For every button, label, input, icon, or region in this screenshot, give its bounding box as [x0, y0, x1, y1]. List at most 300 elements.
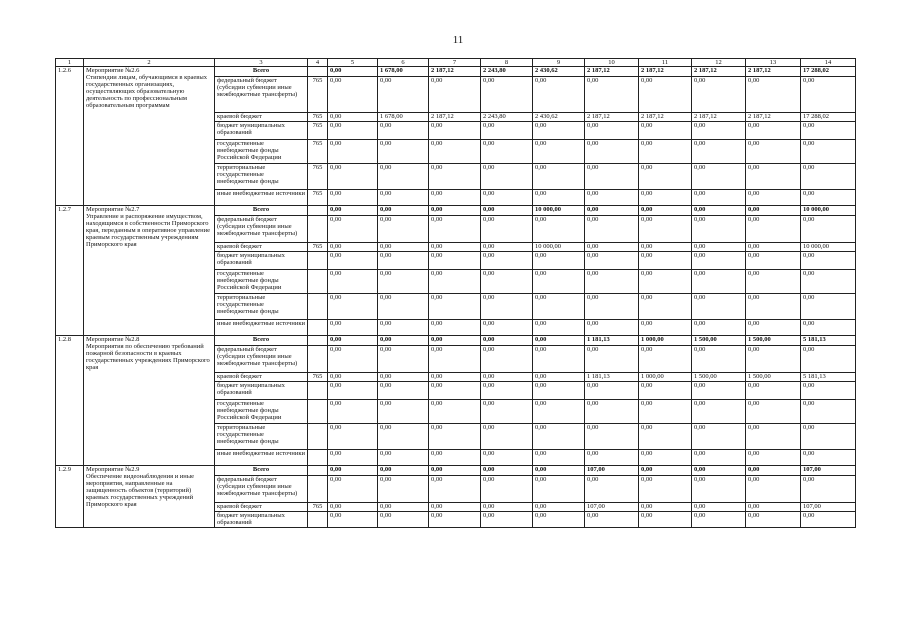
value-cell: 0,00 [639, 424, 692, 450]
value-cell: 0,00 [481, 122, 533, 140]
funding-source-label: бюджет муниципальных образований [215, 252, 308, 270]
funding-source-label: иные внебюджетные источники [215, 190, 308, 206]
value-cell: 0,00 [378, 294, 429, 320]
section-title: Мероприятие №2.9 [86, 466, 140, 473]
value-cell: 0,00 [378, 400, 429, 424]
value-cell: 0,00 [692, 424, 746, 450]
value-cell: 0,00 [328, 113, 378, 122]
total-value-cell: 17 288,02 [801, 67, 856, 77]
value-cell: 0,00 [378, 346, 429, 373]
code-cell: 765 [308, 122, 328, 140]
page-number: 11 [452, 34, 464, 46]
code-cell [308, 252, 328, 270]
code-cell [308, 294, 328, 320]
value-cell: 0,00 [585, 164, 639, 190]
total-value-cell: 5 181,13 [801, 336, 856, 346]
value-cell: 0,00 [378, 320, 429, 336]
value-cell: 0,00 [429, 243, 481, 252]
code-cell: 765 [308, 113, 328, 122]
value-cell: 0,00 [692, 140, 746, 164]
value-cell: 0,00 [328, 450, 378, 466]
value-cell: 0,00 [328, 476, 378, 503]
value-cell: 0,00 [746, 243, 801, 252]
value-cell: 0,00 [585, 382, 639, 400]
section-id: 1.2.6 [56, 67, 84, 206]
value-cell: 0,00 [746, 294, 801, 320]
value-cell: 1 181,13 [585, 373, 639, 382]
total-value-cell: 2 187,12 [585, 67, 639, 77]
value-cell: 0,00 [585, 294, 639, 320]
value-cell: 0,00 [801, 424, 856, 450]
value-cell: 0,00 [533, 512, 585, 528]
total-value-cell: 2 187,12 [429, 67, 481, 77]
value-cell: 0,00 [692, 243, 746, 252]
header-cell: 8 [481, 59, 533, 67]
value-cell: 0,00 [585, 252, 639, 270]
value-cell: 0,00 [585, 400, 639, 424]
value-cell: 0,00 [746, 424, 801, 450]
value-cell: 0,00 [746, 140, 801, 164]
value-cell: 0,00 [481, 243, 533, 252]
value-cell: 0,00 [801, 216, 856, 243]
value-cell: 0,00 [429, 77, 481, 113]
funding-source-label: государственные внебюджетные фонды Российской Федерации [215, 400, 308, 424]
value-cell: 0,00 [481, 190, 533, 206]
value-cell: 0,00 [801, 190, 856, 206]
section-title: Мероприятие №2.6 [86, 67, 140, 74]
value-cell: 0,00 [378, 216, 429, 243]
value-cell: 0,00 [533, 346, 585, 373]
value-cell: 1 000,00 [639, 373, 692, 382]
total-value-cell: 0,00 [639, 466, 692, 476]
value-cell: 0,00 [378, 450, 429, 466]
section-description: Мероприятия по обеспечению требований пожарной безопасности в краевых государственных учреждениях Приморского края [86, 343, 210, 371]
value-cell: 0,00 [746, 346, 801, 373]
value-cell: 0,00 [378, 190, 429, 206]
value-cell: 0,00 [533, 320, 585, 336]
value-cell: 0,00 [429, 373, 481, 382]
value-cell: 0,00 [378, 122, 429, 140]
header-cell: 13 [746, 59, 801, 67]
value-cell: 0,00 [378, 476, 429, 503]
section-description-cell [84, 466, 215, 528]
value-cell: 0,00 [429, 450, 481, 466]
value-cell: 0,00 [801, 450, 856, 466]
value-cell: 0,00 [692, 320, 746, 336]
value-cell: 0,00 [481, 164, 533, 190]
value-cell: 0,00 [585, 476, 639, 503]
value-cell: 0,00 [481, 503, 533, 512]
value-cell: 0,00 [801, 140, 856, 164]
value-cell: 0,00 [746, 122, 801, 140]
total-value-cell: 0,00 [692, 466, 746, 476]
value-cell: 0,00 [746, 190, 801, 206]
funding-source-label: территориальные государственные внебюджетные фонды [215, 294, 308, 320]
code-cell [308, 346, 328, 373]
total-label: Всего [215, 466, 308, 476]
value-cell: 0,00 [746, 400, 801, 424]
value-cell: 2 243,80 [481, 113, 533, 122]
value-cell: 0,00 [378, 164, 429, 190]
total-value-cell: 10 000,00 [801, 206, 856, 216]
value-cell: 0,00 [429, 294, 481, 320]
value-cell: 0,00 [639, 294, 692, 320]
value-cell: 0,00 [429, 424, 481, 450]
value-cell: 0,00 [533, 77, 585, 113]
value-cell: 0,00 [481, 77, 533, 113]
value-cell: 0,00 [746, 252, 801, 270]
value-cell: 0,00 [746, 450, 801, 466]
value-cell: 0,00 [692, 450, 746, 466]
total-value-cell: 107,00 [801, 466, 856, 476]
value-cell: 0,00 [378, 373, 429, 382]
value-cell: 0,00 [692, 512, 746, 528]
header-cell: 12 [692, 59, 746, 67]
value-cell: 0,00 [533, 424, 585, 450]
value-cell: 2 187,12 [746, 113, 801, 122]
value-cell: 0,00 [692, 77, 746, 113]
value-cell: 0,00 [639, 122, 692, 140]
value-cell: 0,00 [639, 164, 692, 190]
total-value-cell: 0,00 [378, 336, 429, 346]
total-value-cell: 0,00 [429, 336, 481, 346]
value-cell: 1 500,00 [746, 373, 801, 382]
value-cell: 0,00 [378, 243, 429, 252]
value-cell: 0,00 [429, 140, 481, 164]
header-cell: 9 [533, 59, 585, 67]
code-cell [308, 476, 328, 503]
value-cell: 0,00 [801, 122, 856, 140]
value-cell: 0,00 [746, 77, 801, 113]
value-cell: 0,00 [481, 512, 533, 528]
total-value-cell: 0,00 [746, 206, 801, 216]
total-value-cell: 0,00 [746, 466, 801, 476]
total-label: Всего [215, 67, 308, 77]
value-cell: 5 181,13 [801, 373, 856, 382]
code-cell [308, 424, 328, 450]
value-cell: 0,00 [801, 294, 856, 320]
value-cell: 0,00 [692, 122, 746, 140]
value-cell: 0,00 [585, 450, 639, 466]
value-cell: 2 430,62 [533, 113, 585, 122]
value-cell: 0,00 [328, 122, 378, 140]
value-cell: 0,00 [692, 190, 746, 206]
code-cell: 765 [308, 77, 328, 113]
value-cell: 0,00 [481, 270, 533, 294]
value-cell: 0,00 [639, 450, 692, 466]
funding-source-label: иные внебюджетные источники [215, 450, 308, 466]
value-cell: 0,00 [328, 243, 378, 252]
code-cell: 765 [308, 140, 328, 164]
value-cell: 0,00 [328, 320, 378, 336]
value-cell: 0,00 [481, 400, 533, 424]
value-cell: 0,00 [692, 476, 746, 503]
value-cell: 0,00 [746, 476, 801, 503]
value-cell: 0,00 [328, 164, 378, 190]
section-total-row [56, 67, 856, 77]
code-cell [308, 466, 328, 476]
value-cell: 0,00 [328, 294, 378, 320]
value-cell: 0,00 [639, 243, 692, 252]
value-cell: 0,00 [801, 270, 856, 294]
value-cell: 0,00 [481, 252, 533, 270]
value-cell: 0,00 [429, 190, 481, 206]
value-cell: 0,00 [378, 512, 429, 528]
total-value-cell: 2 243,80 [481, 67, 533, 77]
value-cell: 0,00 [481, 424, 533, 450]
value-cell: 0,00 [481, 373, 533, 382]
value-cell: 107,00 [585, 503, 639, 512]
total-value-cell: 0,00 [533, 466, 585, 476]
value-cell: 0,00 [585, 346, 639, 373]
section-description-cell [84, 206, 215, 336]
total-value-cell: 2 430,62 [533, 67, 585, 77]
value-cell: 0,00 [533, 190, 585, 206]
value-cell: 0,00 [801, 382, 856, 400]
value-cell: 0,00 [585, 320, 639, 336]
value-cell: 0,00 [692, 164, 746, 190]
value-cell: 2 187,12 [585, 113, 639, 122]
value-cell: 0,00 [692, 503, 746, 512]
value-cell: 0,00 [746, 382, 801, 400]
header-row [56, 59, 856, 67]
code-cell [308, 400, 328, 424]
value-cell: 0,00 [801, 400, 856, 424]
value-cell: 0,00 [585, 512, 639, 528]
value-cell: 0,00 [801, 164, 856, 190]
value-cell: 0,00 [639, 190, 692, 206]
value-cell: 17 288,02 [801, 113, 856, 122]
value-cell: 0,00 [533, 476, 585, 503]
value-cell: 0,00 [429, 252, 481, 270]
total-value-cell: 0,00 [481, 466, 533, 476]
value-cell: 0,00 [585, 243, 639, 252]
total-value-cell: 0,00 [481, 336, 533, 346]
section-description: Стипендии лицам, обучающимся в краевых государственных организациях, осуществляющих образовательную деятельность по профессиональным образовательным программам [86, 74, 207, 109]
code-cell: 765 [308, 164, 328, 190]
value-cell: 0,00 [481, 140, 533, 164]
value-cell: 0,00 [533, 400, 585, 424]
value-cell: 0,00 [585, 122, 639, 140]
funding-source-label: краевой бюджет [215, 373, 308, 382]
value-cell: 0,00 [692, 270, 746, 294]
value-cell: 0,00 [378, 503, 429, 512]
code-cell [308, 512, 328, 528]
value-cell: 0,00 [746, 270, 801, 294]
code-cell [308, 450, 328, 466]
value-cell: 0,00 [692, 400, 746, 424]
total-label: Всего [215, 336, 308, 346]
code-cell [308, 270, 328, 294]
total-value-cell: 0,00 [429, 466, 481, 476]
value-cell: 0,00 [533, 373, 585, 382]
header-cell: 3 [215, 59, 308, 67]
value-cell: 0,00 [692, 216, 746, 243]
value-cell: 0,00 [639, 270, 692, 294]
total-value-cell: 0,00 [429, 206, 481, 216]
total-value-cell: 0,00 [328, 336, 378, 346]
value-cell: 0,00 [692, 252, 746, 270]
total-value-cell: 0,00 [692, 206, 746, 216]
value-cell: 0,00 [585, 270, 639, 294]
funding-source-label: территориальные государственные внебюджетные фонды [215, 164, 308, 190]
total-value-cell: 0,00 [378, 206, 429, 216]
value-cell: 0,00 [429, 320, 481, 336]
value-cell: 0,00 [533, 294, 585, 320]
code-cell: 765 [308, 190, 328, 206]
code-cell [308, 382, 328, 400]
value-cell: 0,00 [746, 512, 801, 528]
value-cell: 0,00 [481, 476, 533, 503]
value-cell: 0,00 [533, 382, 585, 400]
section-total-row [56, 336, 856, 346]
total-value-cell: 1 500,00 [746, 336, 801, 346]
value-cell: 0,00 [533, 270, 585, 294]
total-value-cell: 0,00 [639, 206, 692, 216]
value-cell: 0,00 [328, 252, 378, 270]
value-cell: 1 500,00 [692, 373, 746, 382]
value-cell: 1 678,00 [378, 113, 429, 122]
value-cell: 0,00 [746, 216, 801, 243]
total-value-cell: 0,00 [585, 206, 639, 216]
value-cell: 0,00 [639, 252, 692, 270]
value-cell: 10 000,00 [801, 243, 856, 252]
value-cell: 0,00 [328, 373, 378, 382]
header-cell: 14 [801, 59, 856, 67]
section-description: Обеспечение видеонаблюдения и иные мероприятия, направленные на защищенность объектов (территорий) краевых государственных учреждений Приморского края [86, 473, 195, 508]
total-value-cell: 1 678,00 [378, 67, 429, 77]
value-cell: 0,00 [429, 346, 481, 373]
funding-source-label: краевой бюджет [215, 243, 308, 252]
value-cell: 0,00 [746, 164, 801, 190]
header-cell: 4 [308, 59, 328, 67]
value-cell: 0,00 [429, 216, 481, 243]
value-cell: 0,00 [692, 294, 746, 320]
value-cell: 0,00 [533, 216, 585, 243]
value-cell: 0,00 [429, 270, 481, 294]
funding-source-label: государственные внебюджетные фонды Российской Федерации [215, 140, 308, 164]
value-cell: 10 000,00 [533, 243, 585, 252]
header-cell: 2 [84, 59, 215, 67]
value-cell: 0,00 [639, 140, 692, 164]
value-cell: 0,00 [801, 346, 856, 373]
header-cell: 6 [378, 59, 429, 67]
code-cell [308, 336, 328, 346]
value-cell: 0,00 [481, 382, 533, 400]
value-cell: 0,00 [533, 164, 585, 190]
value-cell: 0,00 [328, 400, 378, 424]
value-cell: 0,00 [481, 346, 533, 373]
value-cell: 0,00 [639, 476, 692, 503]
section-total-row [56, 206, 856, 216]
code-cell: 765 [308, 373, 328, 382]
value-cell: 0,00 [378, 252, 429, 270]
value-cell: 0,00 [328, 512, 378, 528]
total-value-cell: 0,00 [328, 67, 378, 77]
value-cell: 0,00 [378, 140, 429, 164]
header-cell: 11 [639, 59, 692, 67]
value-cell: 0,00 [639, 382, 692, 400]
total-value-cell: 2 187,12 [692, 67, 746, 77]
value-cell: 0,00 [378, 382, 429, 400]
funding-source-label: бюджет муниципальных образований [215, 382, 308, 400]
value-cell: 0,00 [328, 77, 378, 113]
value-cell: 0,00 [585, 424, 639, 450]
value-cell: 0,00 [801, 476, 856, 503]
value-cell: 0,00 [639, 320, 692, 336]
value-cell: 0,00 [429, 512, 481, 528]
total-value-cell: 1 181,13 [585, 336, 639, 346]
total-label: Всего [215, 206, 308, 216]
total-value-cell: 2 187,12 [639, 67, 692, 77]
section-id: 1.2.9 [56, 466, 84, 528]
value-cell: 0,00 [481, 294, 533, 320]
value-cell: 0,00 [481, 320, 533, 336]
value-cell: 0,00 [328, 382, 378, 400]
value-cell: 0,00 [378, 77, 429, 113]
total-value-cell: 0,00 [481, 206, 533, 216]
header-cell: 10 [585, 59, 639, 67]
value-cell: 0,00 [533, 503, 585, 512]
value-cell: 0,00 [801, 77, 856, 113]
value-cell: 0,00 [328, 140, 378, 164]
value-cell: 0,00 [533, 140, 585, 164]
value-cell: 0,00 [533, 122, 585, 140]
funding-source-label: федеральный бюджет (субсидии субвенции иные межбюджетные трансферты) [215, 77, 308, 113]
value-cell: 0,00 [692, 382, 746, 400]
value-cell: 0,00 [328, 270, 378, 294]
value-cell: 0,00 [746, 503, 801, 512]
value-cell: 0,00 [429, 164, 481, 190]
value-cell: 0,00 [746, 320, 801, 336]
funding-source-label: краевой бюджет [215, 113, 308, 122]
value-cell: 0,00 [585, 140, 639, 164]
total-value-cell: 0,00 [328, 206, 378, 216]
funding-source-label: краевой бюджет [215, 503, 308, 512]
total-value-cell: 1 000,00 [639, 336, 692, 346]
value-cell: 0,00 [585, 77, 639, 113]
value-cell: 0,00 [429, 122, 481, 140]
value-cell: 0,00 [328, 503, 378, 512]
value-cell: 2 187,12 [692, 113, 746, 122]
value-cell: 0,00 [378, 424, 429, 450]
funding-source-label: государственные внебюджетные фонды Российской Федерации [215, 270, 308, 294]
value-cell: 0,00 [639, 77, 692, 113]
value-cell: 0,00 [692, 346, 746, 373]
funding-source-label: иные внебюджетные источники [215, 320, 308, 336]
section-description-cell [84, 67, 215, 206]
code-cell [308, 216, 328, 243]
header-cell: 5 [328, 59, 378, 67]
value-cell: 0,00 [429, 382, 481, 400]
code-cell: 765 [308, 503, 328, 512]
total-value-cell: 0,00 [378, 466, 429, 476]
value-cell: 0,00 [585, 216, 639, 243]
value-cell: 0,00 [328, 346, 378, 373]
code-cell [308, 320, 328, 336]
total-value-cell: 10 000,00 [533, 206, 585, 216]
value-cell: 0,00 [639, 503, 692, 512]
value-cell: 0,00 [533, 450, 585, 466]
total-value-cell: 107,00 [585, 466, 639, 476]
value-cell: 0,00 [481, 450, 533, 466]
value-cell: 0,00 [639, 400, 692, 424]
value-cell: 0,00 [481, 216, 533, 243]
code-cell [308, 67, 328, 77]
funding-source-label: бюджет муниципальных образований [215, 122, 308, 140]
funding-source-label: территориальные государственные внебюджетные фонды [215, 424, 308, 450]
section-total-row [56, 466, 856, 476]
